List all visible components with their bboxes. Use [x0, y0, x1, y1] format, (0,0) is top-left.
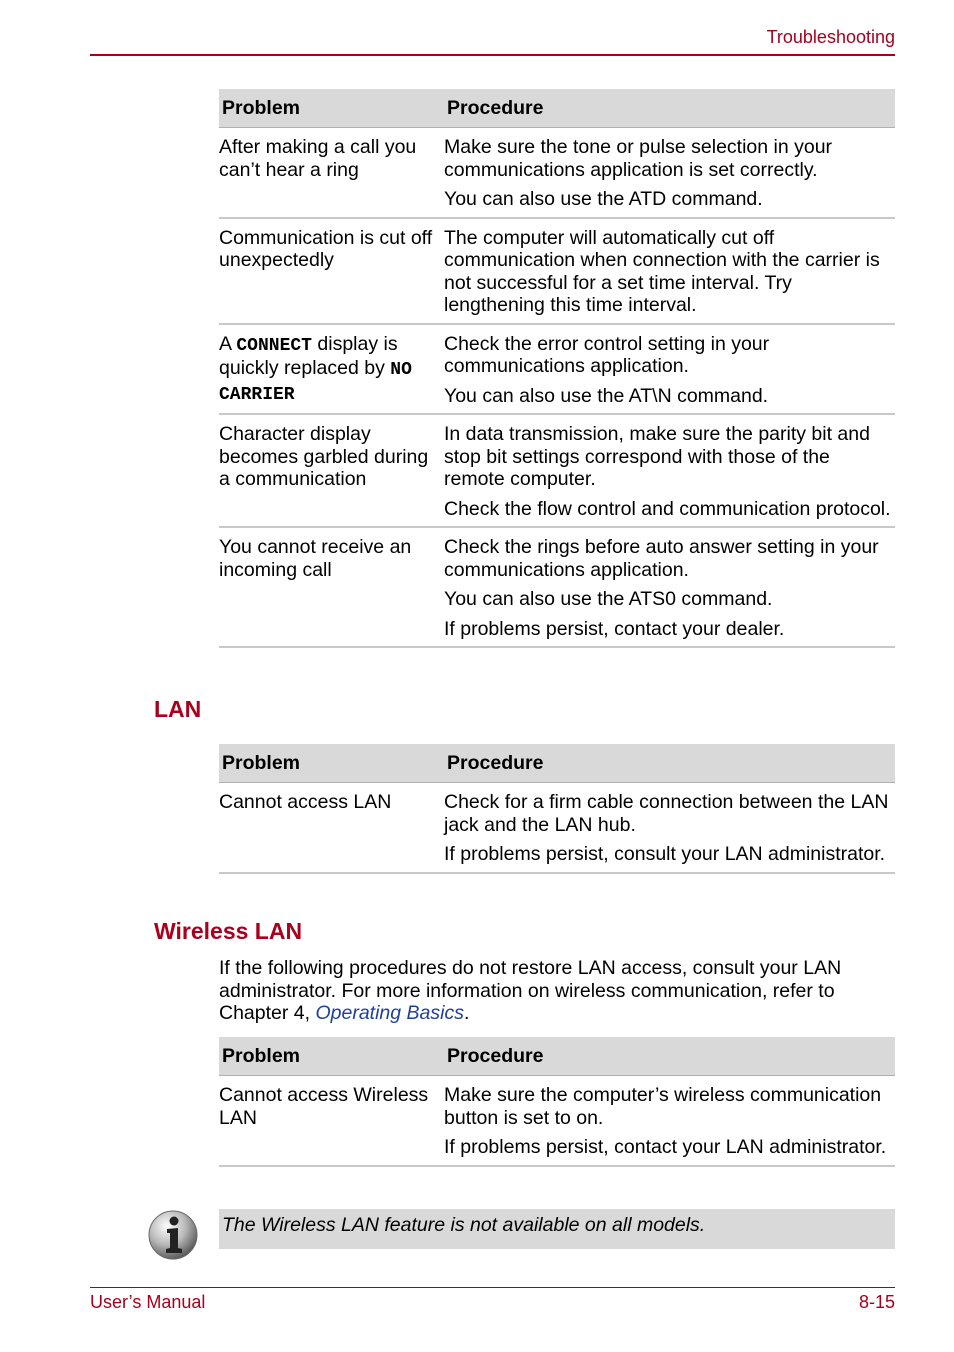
- lan-section-title: LAN: [154, 696, 202, 722]
- table-row: [219, 528, 895, 648]
- table-header: [219, 89, 895, 128]
- table-row: [219, 415, 895, 528]
- wireless-lan-section-title: Wireless LAN: [154, 918, 303, 944]
- problem-cell: Character display becomes garbled during a communication: [219, 423, 429, 490]
- problem-cell: After making a call you can’t hear a ring: [219, 136, 417, 181]
- procedure-step: Make sure the computer’s wireless communication button is set to on.: [444, 1084, 882, 1129]
- procedure-cell: [444, 227, 895, 317]
- procedure-step: Make sure the tone or pulse selection in your communications application is set correctly.: [444, 136, 833, 181]
- table-header: [219, 1037, 895, 1076]
- procedure-column-header: Procedure: [447, 1044, 544, 1067]
- header-rule: [90, 54, 895, 56]
- procedure-cell: [444, 1084, 895, 1159]
- procedure-cell: [444, 333, 895, 408]
- procedure-step: The computer will automatically cut off communication when connection with the carrier is not successful for a set time interval. Try lengthening this time interval.: [444, 226, 880, 316]
- problem-cell: Communication is cut off unexpectedly: [219, 226, 433, 271]
- procedure-cell: [444, 536, 895, 640]
- problem-column-header: Problem: [222, 96, 301, 119]
- problem-text: A: [219, 332, 237, 355]
- procedure-step: You can also use the ATD command.: [444, 188, 763, 210]
- table-header: [219, 744, 895, 783]
- problem-cell: You cannot receive an incoming call: [219, 536, 412, 581]
- intro-text: If the following procedures do not restore LAN access, consult your LAN administrator. For more information on wireless communication, refer to Chapter 4,: [219, 957, 842, 1024]
- page-number: 8-15: [858, 1292, 895, 1312]
- modem-troubleshooting-table: [219, 89, 895, 648]
- problem-cell: [219, 333, 444, 408]
- procedure-step: Check for a firm cable connection between the LAN jack and the LAN hub.: [444, 791, 889, 836]
- operating-basics-link[interactable]: Operating Basics: [315, 1002, 464, 1024]
- footer-manual-title: User’s Manual: [90, 1292, 206, 1312]
- table-row: [219, 325, 895, 416]
- footer-rule: [90, 1287, 895, 1288]
- lan-troubleshooting-table: [219, 744, 895, 874]
- table-row: [219, 128, 895, 219]
- code-connect: CONNECT: [236, 335, 312, 356]
- note-box: The Wireless LAN feature is not available on all models.: [219, 1209, 895, 1249]
- procedure-cell: [444, 791, 895, 866]
- table-row: [219, 219, 895, 325]
- problem-text: display is quickly replaced by: [219, 332, 398, 379]
- procedure-column-header: Procedure: [447, 751, 544, 774]
- running-header: Troubleshooting: [766, 27, 895, 47]
- procedure-step: Check the rings before auto answer setting in your communications application.: [444, 536, 879, 581]
- procedure-step: If problems persist, contact your LAN administrator.: [444, 1136, 887, 1158]
- procedure-step: Check the error control setting in your communications application.: [444, 332, 770, 377]
- code-no-carrier: NO CARRIER: [219, 360, 412, 405]
- procedure-step: You can also use the AT\N command.: [444, 384, 769, 407]
- intro-end: .: [463, 1002, 470, 1024]
- problem-column-header: Problem: [222, 751, 301, 774]
- procedure-step: You can also use the ATS0 command.: [444, 588, 773, 610]
- procedure-step: Check the flow control and communication protocol.: [444, 497, 891, 520]
- problem-cell: Cannot access Wireless LAN: [219, 1084, 429, 1129]
- problem-column-header: Problem: [222, 1044, 301, 1067]
- wireless-lan-troubleshooting-table: [219, 1037, 895, 1167]
- procedure-cell: [444, 136, 895, 211]
- table-row: [219, 1076, 895, 1167]
- wireless-lan-intro: [219, 957, 895, 1025]
- procedure-column-header: Procedure: [447, 96, 544, 119]
- table-row: [219, 783, 895, 874]
- info-icon: [147, 1209, 199, 1261]
- procedure-cell: [444, 423, 895, 520]
- procedure-step: If problems persist, consult your LAN administrator.: [444, 843, 886, 865]
- procedure-step: In data transmission, make sure the parity bit and stop bit settings correspond with those of the remote computer.: [444, 423, 870, 490]
- procedure-step: If problems persist, contact your dealer.: [444, 617, 785, 640]
- problem-cell: Cannot access LAN: [219, 791, 392, 813]
